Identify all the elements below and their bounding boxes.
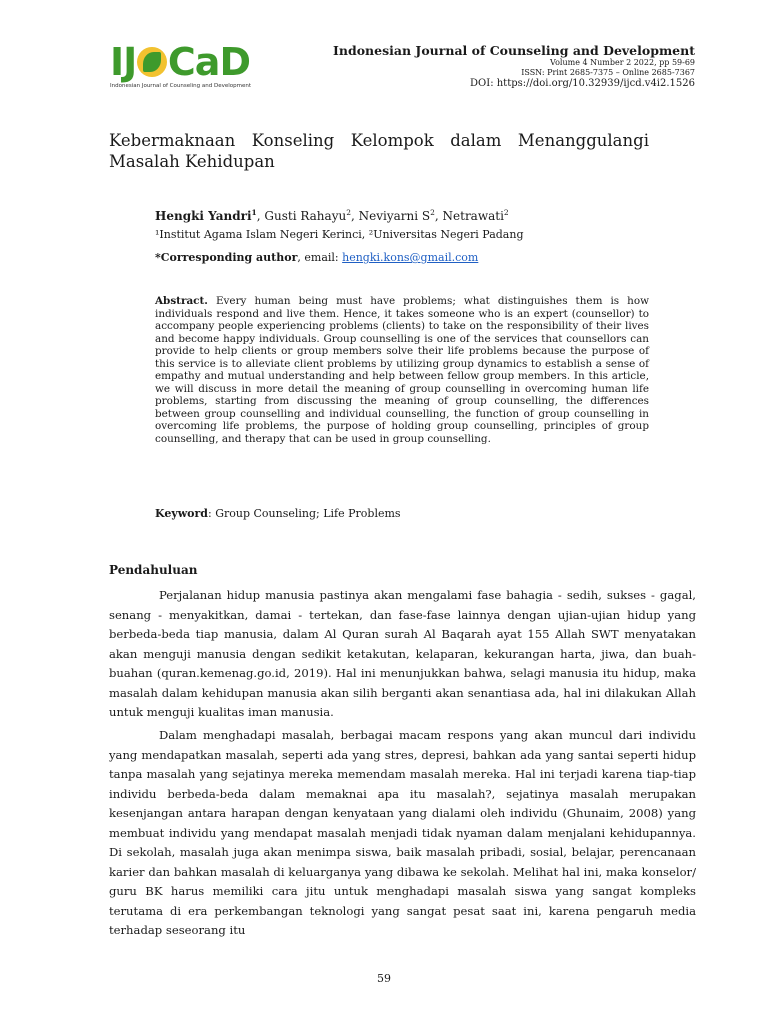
section-heading: Pendahuluan xyxy=(109,563,198,577)
author-first: Hengki Yandri xyxy=(155,209,252,223)
logo-subtitle: Indonesian Journal of Counseling and Development xyxy=(110,83,251,89)
abstract-label: Abstract. xyxy=(155,295,208,307)
article-title: Kebermaknaan Konseling Kelompok dalam Menanggulangi Masalah Kehidupan xyxy=(109,131,649,171)
corresponding-label: *Corresponding author xyxy=(155,251,298,264)
author-3: , Neviyarni S xyxy=(350,209,431,223)
paragraph-1: Perjalanan hidup manusia pastinya akan mengalami fase bahagia - sedih, sukses - gagal, senang - menyakitkan, damai - tertekan, dan fase-fase lainnya dengan ujian-ujian hidup yang berbeda-beda tiap manusia, dalam Al Quran surah Al Baqarah ayat 155 Allah SWT menyatakan akan menguji manusia dengan sedikit ketakutan, kelaparan, kekurangan harta, jiwa, dan buah-buahan (quran.kemenag.go.id, 2019). Hal ini menunjukkan bahwa, selagi manusia itu hidup, maka masalah dalam kehidupan manusia akan silih berganti akan senantiasa ada, hal ini dilakukan Allah untuk menguji kualitas iman manusia. xyxy=(109,588,696,719)
keyword-text: : Group Counseling; Life Problems xyxy=(208,507,401,520)
corresponding-author xyxy=(155,251,478,265)
journal-header xyxy=(333,43,695,90)
abstract-text: Every human being must have problems; what distinguishes them is how individuals respond and live them. Hence, it takes someone who is an expert (counsellor) to accompany people experiencing problems (clients) to take on the responsibility of their lives and become happy individuals. Group counselling is one of the services that counsellors can provide to help clients or group members solve their life problems because the purpose of this service is to alleviate client problems by utilizing group dynamics to establish a sense of empathy and mutual understanding and help between fellow group members. In this article, we will discuss in more detail the meaning of group counselling in overcoming human life problems, starting from discussing the meaning of group counselling, the differences between group counselling and individual counselling, the function of group counselling in overcoming life problems, the purpose of holding group counselling, principles of group counselling, and therapy that can be used in group counselling. xyxy=(155,295,649,445)
email-link[interactable]: hengki.kons@gmail.com xyxy=(342,251,479,264)
leaf-icon xyxy=(137,47,167,77)
journal-volume: Volume 4 Number 2 2022, pp 59-69 xyxy=(550,58,695,67)
paragraph-2: Dalam menghadapi masalah, berbagai macam respons yang akan muncul dari individu yang mendapatkan masalah, seperti ada yang stres, depresi, bahkan ada yang santai seperti hidup tanpa masalah yang sejatinya mereka memendam masalah mereka. Hal ini terjadi karena tiap-tiap individu berbeda-beda dalam memaknai apa itu masalah?, sejatinya masalah merupakan kesenjangan antara harapan dengan kenyataan yang dialami oleh individu (Ghunaim, 2008) yang membuat individu yang mendapat masalah menjadi tidak nyaman dalam menjalani kehidupannya. Di sekolah, masalah juga akan menimpa siswa, baik masalah pribadi, sosial, belajar, perencanaan karier dan bahkan masalah di keluarganya yang dibawa ke sekolah. Melihat hal ini, maka konselor/ guru BK harus memiliki cara jitu untuk menghadapi masalah siswa yang sangat kompleks terutama di era perkembangan teknologi yang sangat pesat saat ini, karena pengaruh media terhadap seseorang itu xyxy=(109,728,696,937)
page-number: 59 xyxy=(377,972,391,985)
logo-wordmark xyxy=(110,42,250,82)
journal-name: Indonesian Journal of Counseling and Development xyxy=(333,43,695,58)
keywords xyxy=(155,507,401,521)
author-3-sup: 2 xyxy=(430,208,435,217)
keyword-label: Keyword xyxy=(155,507,209,520)
abstract xyxy=(155,295,649,445)
author-4: , Netrawati xyxy=(434,209,504,223)
journal-logo xyxy=(110,42,250,92)
author-2: , Gusti Rahayu xyxy=(256,209,347,223)
affiliations: ¹Institut Agama Islam Negeri Kerinci, ²Universitas Negeri Padang xyxy=(155,228,524,241)
author-first-sup: 1 xyxy=(251,208,257,217)
author-2-sup: 2 xyxy=(346,208,351,217)
logo-text-left: IJ xyxy=(110,40,137,84)
email-prefix: , email: xyxy=(297,251,343,264)
author-4-sup: 2 xyxy=(503,208,509,217)
logo-text-right: CaD xyxy=(167,40,250,84)
journal-issn: ISSN: Print 2685-7375 – Online 2685-7367 xyxy=(521,68,695,77)
author-list xyxy=(155,205,509,224)
journal-doi: DOI: https://doi.org/10.32939/ijcd.v4i2.1526 xyxy=(470,78,695,89)
